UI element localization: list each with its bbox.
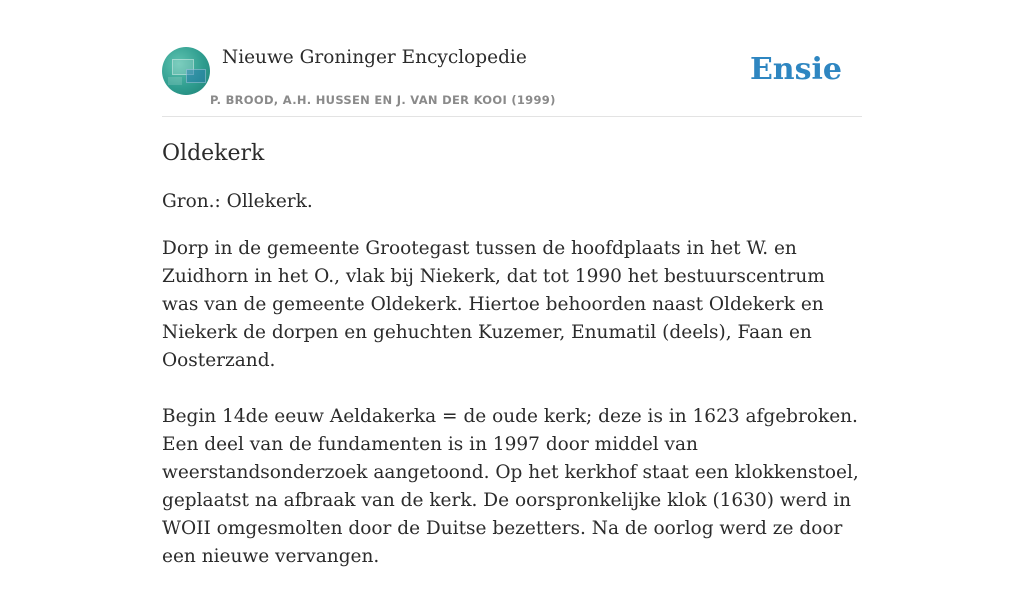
ensie-logo-link[interactable]: Ensie [749, 52, 842, 87]
page-header [162, 46, 862, 117]
entry-paragraph-description: Dorp in de gemeente Grootegast tussen de hoofdplaats in het W. en Zuidhorn in het O., vlak bij Niekerk, dat tot 1990 het bestuurscentrum was van de gemeente Oldekerk. Hiertoe behoorden naast Oldekerk en Niekerk de dorpen en gehuchten Kuzemer, Enumatil (deels), Faan en Oosterzand. [162, 238, 825, 371]
book-cover-icon[interactable] [162, 47, 210, 95]
book-authors: P. BROOD, A.H. HUSSEN EN J. VAN DER KOOI (1999) [210, 93, 556, 107]
entry-content [162, 138, 864, 599]
entry-paragraph-history: Begin 14de eeuw Aeldakerka = de oude kerk; deze is in 1623 afgebroken. Een deel van de fundamenten is in 1997 door middel van weerstandsonderzoek aangetoond. Op het kerkhof staat een klokkenstoel, geplaatst na afbraak van de kerk. De oorspronkelijke klok (1630) werd in WOII omgesmolten door de Duitse bezetters. Na de oorlog werd ze door een nieuwe vervangen. [162, 406, 859, 567]
entry-title: Oldekerk [162, 141, 265, 166]
entry-paragraph-pronunciation: Gron.: Ollekerk. [162, 191, 313, 212]
book-title[interactable]: Nieuwe Groninger Encyclopedie [222, 47, 527, 68]
